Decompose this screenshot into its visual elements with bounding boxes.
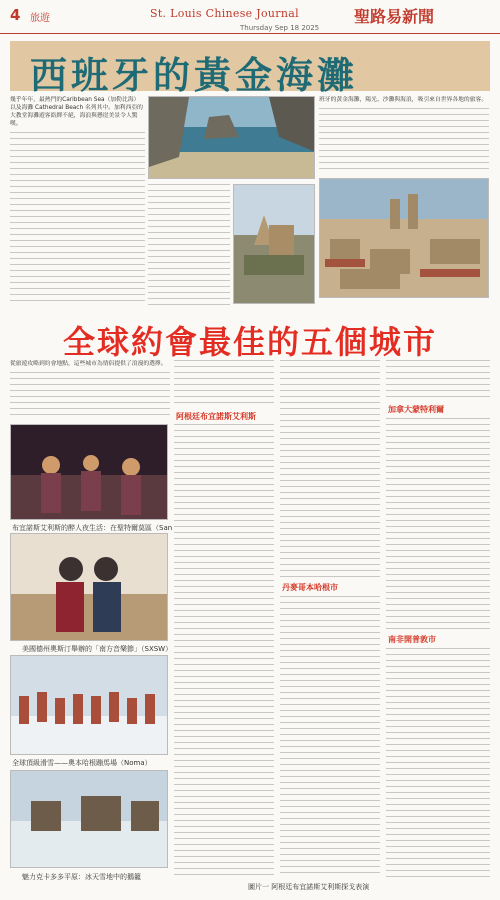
photo-caption-snow: 全球頂級滑雪——奧本哈根蹦馬場（Noma）	[12, 759, 152, 767]
article2-intro	[10, 360, 170, 420]
article1-col1-text: 幾乎年年，最熱門的Caribbean Sea（加勒比海）以及海灘 Cathedral Beach 名列其中。加利西亞的大教堂海灘遊客絡繹不絕，海浪與懸崖美景令人驚嘆。	[10, 97, 143, 127]
beach-photo	[148, 96, 315, 179]
newspaper-name-cn: 聖路易新聞	[354, 7, 435, 26]
city-panorama-photo	[319, 178, 489, 298]
nightlife-photo	[10, 424, 168, 520]
snow-crowd-photo	[10, 655, 168, 755]
festival-photo	[10, 533, 168, 641]
castle-photo	[233, 184, 315, 304]
headline-banner	[10, 41, 490, 97]
subhead-copenhagen: 丹麥哥本哈根市	[282, 583, 338, 592]
photo-caption-nightlife: 布宜諾斯艾利斯的醉人夜生活：在聖特爾莫區（San	[12, 524, 173, 532]
page-number: 4	[10, 6, 21, 24]
subhead-montreal: 加拿大蒙特利爾	[388, 405, 444, 414]
subhead-cape-town: 南非開普敦市	[388, 635, 436, 644]
article2-col4	[386, 418, 490, 630]
article2-col2	[174, 424, 274, 878]
article1-headline: 西班牙的黃金海灘	[30, 54, 358, 97]
footer-note: 圖片一 阿根廷布宜諾斯艾利斯探戈表演	[248, 883, 370, 891]
photo-caption-canal: 魅力克卡多多平原：冰天雪地中的鵝籠	[22, 873, 141, 881]
article2-headline: 全球約會最佳的五個城市	[62, 323, 437, 361]
article2-intro-text: 從旅遊攻略到約會地點，這些城市為情侶提供了浪漫的選擇。	[10, 361, 167, 367]
article1-col1-body	[10, 132, 145, 306]
article2-col3	[280, 596, 380, 878]
subhead-buenos-aires: 阿根廷布宜諾斯艾利斯	[176, 412, 256, 421]
article2-col3-top	[280, 360, 380, 578]
photo-caption-festival: 美國德州奧斯汀舉辦的「南方音樂節」（SXSW）	[22, 645, 173, 653]
article1-col3-text: 班牙的黃金海灘，陽光、沙灘與海浪，吸引來自世界各地的旅客。	[319, 97, 488, 103]
issue-date: Thursday Sep 18 2025	[240, 24, 320, 32]
article2-col2-top	[174, 360, 274, 408]
article1-col2	[148, 184, 230, 310]
article2-col4-top	[386, 360, 490, 400]
page-header	[0, 0, 500, 34]
article1-col3	[319, 96, 489, 174]
canal-photo	[10, 770, 168, 868]
section-name: 旅遊	[30, 13, 50, 24]
article1-col1	[10, 96, 145, 306]
article2-col4-bottom	[386, 648, 490, 878]
newspaper-name-en: St. Louis Chinese Journal	[150, 7, 299, 20]
